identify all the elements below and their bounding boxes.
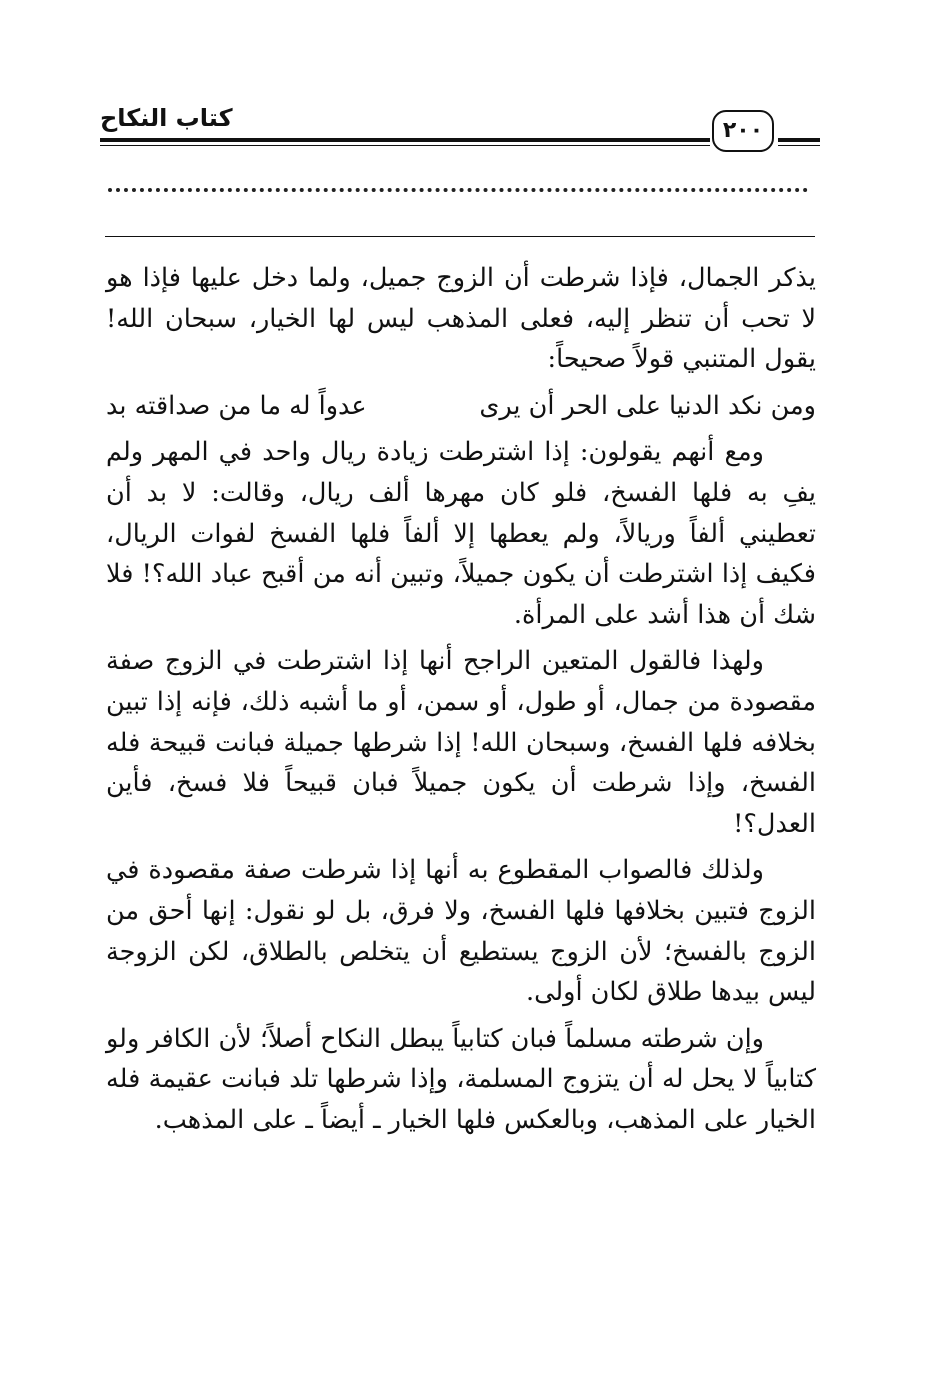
header-rule-thin (100, 145, 710, 146)
dotted-divider (108, 188, 808, 192)
paragraph-1: يذكر الجمال، فإذا شرطت أن الزوج جميل، ولما دخل عليها فإذا هو لا تحب أن تنظر إليه، فعلى المذهب ليس لها الخيار، سبحان الله! يقول المتنبي قولاً صحيحاً: (106, 263, 816, 375)
paragraph-4: ولذلك فالصواب المقطوع به أنها إذا شرطت صفة مقصودة في الزوج فتبين بخلافها فلها الفسخ، ولا فرق، بل لو نقول: إنها أحق من الزوج بالفسخ؛ لأن الزوج يستطيع أن يتخلص بالطلاق، لكن الزوجة ليس بيدها طلاق لكان أولى. (106, 855, 816, 1008)
page-number: ٢٠٠ (712, 110, 774, 152)
verse-first-hemistich: ومن نكد الدنيا على الحر أن يرى (479, 390, 816, 421)
page-header (100, 100, 820, 160)
running-title: كتاب النكاح (100, 104, 233, 132)
section-separator (105, 236, 815, 237)
paragraph-5: وإن شرطته مسلماً فبان كتابياً يبطل النكاح أصلاً؛ لأن الكافر ولو كتابياً لا يحل له أن يتزوج المسلمة، وإذا شرطها تلد فبانت عقيمة فله الخيار على المذهب، وبالعكس فلها الخيار ـ أيضاً ـ على المذهب. (106, 1023, 816, 1135)
header-rule-right-thin (778, 145, 820, 146)
main-text (106, 258, 816, 1146)
header-rule-thick (100, 138, 710, 142)
verse-second-hemistich: عدواً له ما من صداقته بد (106, 390, 367, 421)
header-rule-right-thick (778, 138, 820, 142)
paragraph-3: ولهذا فالقول المتعين الراجح أنها إذا اشترطت في الزوج صفة مقصودة من جمال، أو طول، أو سمن، أو ما أشبه ذلك، فإنه إذا تبين بخلافه فلها الفسخ، وسبحان الله! إذا شرطها جميلة فبانت قبيحة فله الفسخ، وإذا شرطت أن يكون جميلاً فبان قبيحاً فلا فسخ، فأين العدل؟! (106, 646, 816, 839)
poetry-verse (106, 386, 816, 427)
paragraph-2: ومع أنهم يقولون: إذا اشترطت زيادة ريال واحد في المهر ولم يفِ به فلها الفسخ، فلو كان مهرها ألف ريال، وقالت: لا بد أن تعطيني ألفاً وريالاً، ولم يعطها إلا ألفاً فلها الفسخ لفوات الريال، فكيف إذا اشترطت أن يكون جميلاً، وتبين أنه من أقبح عباد الله؟! فلا شك أن هذا أشد على المرأة. (106, 437, 816, 630)
